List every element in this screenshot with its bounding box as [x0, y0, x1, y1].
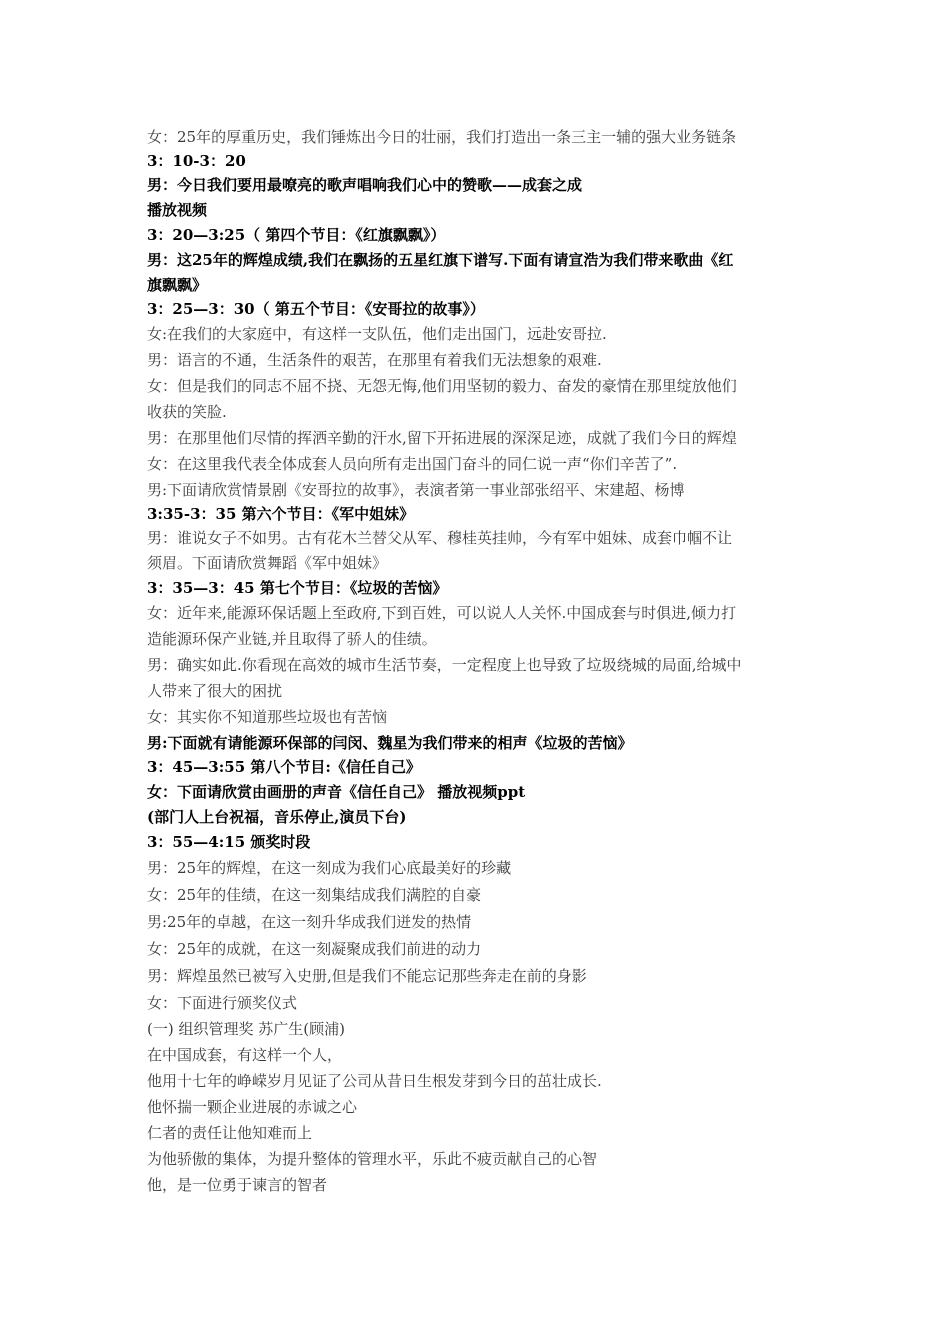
script-line: 男：辉煌虽然已被写入史册,但是我们不能忘记那些奔走在前的身影	[147, 967, 587, 985]
script-line: 人带来了很大的困扰	[147, 682, 283, 700]
script-line: 他，是一位勇于谏言的智者	[147, 1176, 328, 1194]
script-line: 仁者的责任让他知难而上	[147, 1124, 313, 1142]
bold-script-line: 播放视频	[147, 201, 208, 219]
bold-script-line: 3：35—3：45 第七个节目：《垃圾的苦恼》	[147, 579, 448, 597]
script-line: 男：25年的辉煌，在这一刻成为我们心底最美好的珍藏	[147, 859, 512, 877]
script-line: 男：语言的不通，生活条件的艰苦，在那里有着我们无法想象的艰难.	[147, 351, 602, 369]
bold-script-line: 男：这25年的辉煌成绩,我们在飘扬的五星红旗下谱写.下面有请宣浩为我们带来歌曲《红	[147, 251, 734, 269]
script-line: 男：在那里他们尽情的挥洒辛勤的汗水,留下开拓进展的深深足迹，成就了我们今日的辉煌	[147, 429, 737, 447]
script-line: 须眉。下面请欣赏舞蹈《军中姐妹》	[147, 554, 388, 572]
script-line: 男:25年的卓越，在这一刻升华成我们迸发的热情	[147, 913, 472, 931]
bold-script-line: 3:35-3：35 第六个节目：《军中姐妹》	[147, 505, 415, 523]
bold-script-line: 旗飘飘》	[147, 276, 208, 294]
bold-script-line: 男：今日我们要用最嘹亮的歌声唱响我们心中的赞歌——成套之成	[147, 176, 583, 194]
script-line: 男：谁说女子不如男。古有花木兰替父从军、穆桂英挂帅，今有军中姐妹、成套巾帼不让	[147, 529, 733, 547]
script-line: 女：近年来,能源环保话题上至政府,下到百姓，可以说人人关怀.中国成套与时俱进,倾力打	[147, 604, 737, 622]
script-line: 男:下面请欣赏情景剧《安哥拉的故事》，表演者第一事业部张绍平、宋建超、杨博	[147, 481, 685, 499]
script-line: 女：下面进行颁奖仪式	[147, 994, 298, 1012]
script-line: 女：在这里我代表全体成套人员向所有走出国门奋斗的同仁说一声“你们辛苦了”.	[147, 455, 678, 473]
script-line: 他用十七年的峥嵘岁月见证了公司从昔日生根发芽到今日的茁壮成长.	[147, 1072, 602, 1090]
bold-script-line: 男:下面就有请能源环保部的闫闵、魏星为我们带来的相声《垃圾的苦恼》	[147, 734, 633, 752]
script-line: 在中国成套，有这样一个人，	[147, 1046, 343, 1064]
bold-script-line: 3：20—3:25（ 第四个节目：《红旗飘飘》）	[147, 226, 446, 244]
bold-script-line: 3：25—3：30（ 第五个节目：《安哥拉的故事》）	[147, 300, 485, 318]
script-line: 为他骄傲的集体，为提升整体的管理水平，乐此不疲贡献自己的心智	[147, 1150, 598, 1168]
bold-script-line: 女：下面请欣赏由画册的声音《信任自己》 播放视频ppt	[147, 783, 526, 801]
bold-script-line: 3：55—4:15 颁奖时段	[147, 833, 311, 851]
bold-script-line: (部门人上台祝福，音乐停止,演员下台)	[147, 808, 407, 826]
script-line: 女：25年的厚重历史，我们锤炼出今日的壮丽，我们打造出一条三主一辅的强大业务链条	[147, 128, 737, 146]
script-line: 女：25年的成就，在这一刻凝聚成我们前进的动力	[147, 940, 482, 958]
script-line: 他怀揣一颗企业进展的赤诚之心	[147, 1098, 358, 1116]
script-line: 女：25年的佳绩，在这一刻集结成我们满腔的自豪	[147, 886, 482, 904]
script-line: 男：确实如此.你看现在高效的城市生活节奏，一定程度上也导致了垃圾绕城的局面,给城中	[147, 656, 742, 674]
bold-script-line: 3：10-3：20	[147, 152, 246, 170]
script-line: 造能源环保产业链,并且取得了骄人的佳绩。	[147, 630, 437, 648]
bold-script-line: 3：45—3:55 第八个节目:《信任自己》	[147, 758, 421, 776]
script-line: 女：但是我们的同志不屈不挠、无怨无悔,他们用坚韧的毅力、奋发的豪情在那里绽放他们	[147, 377, 737, 395]
script-line: 收获的笑脸.	[147, 403, 227, 421]
script-line: 女:在我们的大家庭中，有这样一支队伍，他们走出国门，远赴安哥拉.	[147, 325, 607, 343]
script-line: 女：其实你不知道那些垃圾也有苦恼	[147, 708, 388, 726]
script-line: (一) 组织管理奖 苏广生(顾浦)	[147, 1020, 345, 1038]
